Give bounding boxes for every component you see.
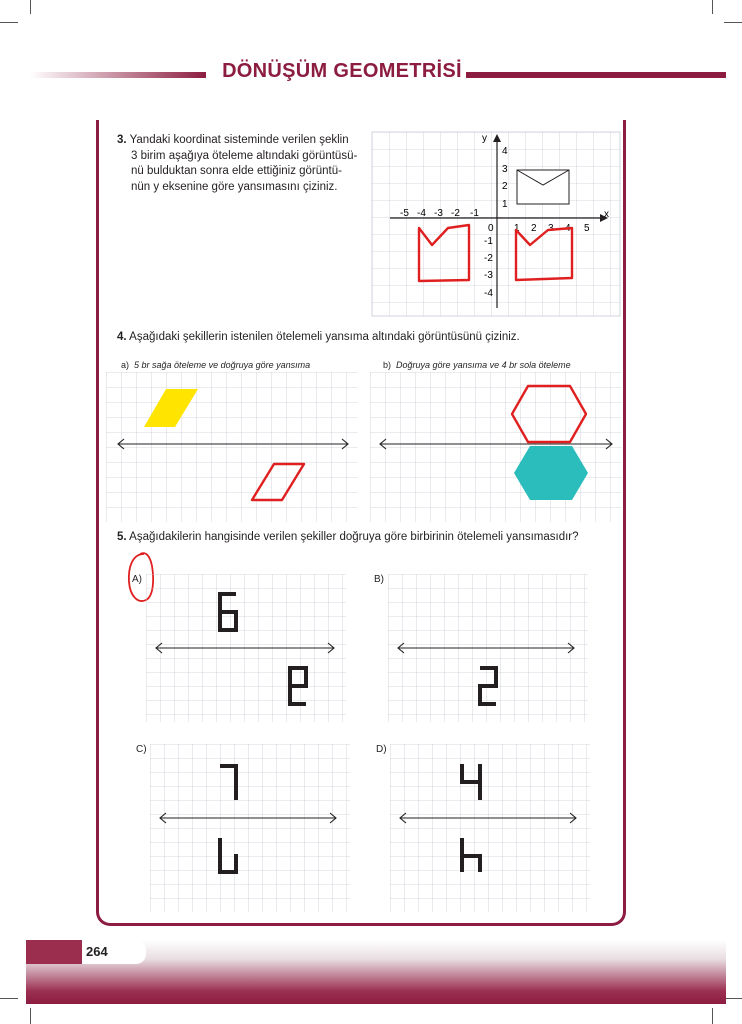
header-rule-left (30, 72, 206, 78)
x-tick: 5 (584, 223, 590, 234)
question-number: 4. (117, 331, 127, 343)
crop-mark (712, 0, 713, 14)
option-d-grid[interactable] (390, 744, 590, 912)
crop-mark (724, 998, 742, 999)
question-text: Aşağıdaki şekillerin istenilen ötelemeli yansıma altındaki görüntüsünü çiziniz. (129, 331, 520, 343)
grid (372, 132, 620, 316)
part-b-instruction: Doğruya göre yansıma ve 4 br sola öteleme (396, 360, 571, 370)
question-text-line: nü bulduktan sonra elde ettiğiniz görüntü- (131, 165, 342, 177)
crop-mark (0, 22, 18, 23)
part-a-instruction: 5 br sağa öteleme ve doğruya göre yansıma (134, 360, 311, 370)
question-text-line: 3 birim aşağıya öteleme altındaki görüntüsü- (131, 149, 358, 162)
crop-mark (30, 0, 31, 14)
y-tick: 4 (502, 146, 508, 157)
option-c-grid[interactable] (150, 744, 350, 912)
part-b-letter: b) (383, 360, 392, 370)
option-b-label[interactable]: B) (374, 574, 384, 585)
y-axis-label: y (482, 133, 487, 144)
crop-mark (712, 1008, 713, 1024)
option-a-grid[interactable] (146, 574, 346, 722)
x-axis-label: x (604, 209, 609, 220)
page-number: 264 (86, 944, 108, 959)
y-tick: 3 (502, 164, 508, 175)
grid-part-a (106, 372, 358, 522)
origin-label: 0 (488, 223, 494, 234)
question-5 (117, 530, 622, 546)
x-tick: -1 (470, 208, 479, 219)
crop-mark (30, 1008, 31, 1024)
question-number: 5. (117, 531, 127, 543)
x-tick: -5 (400, 208, 409, 219)
question-text: Aşağıdakilerin hangisinde verilen şekiller doğruya göre birbirinin ötelemeli yansımasıdır? (129, 531, 579, 543)
footer-tab (26, 940, 82, 964)
x-tick: 4 (565, 223, 571, 234)
crop-mark (724, 22, 742, 23)
grid-part-b (370, 372, 622, 522)
crop-mark (0, 998, 18, 999)
y-tick: 2 (502, 181, 508, 192)
option-c-label[interactable]: C) (136, 744, 147, 755)
y-tick: -2 (484, 253, 493, 264)
option-b-grid[interactable] (388, 574, 588, 722)
page-title: DÖNÜŞÜM GEOMETRİSİ (222, 60, 462, 82)
question-text-line: Yandaki koordinat sisteminde verilen şeklin (129, 134, 349, 146)
x-tick: -2 (451, 208, 460, 219)
y-tick: -3 (484, 270, 493, 281)
y-tick: 1 (502, 199, 508, 210)
x-tick: -4 (417, 208, 426, 219)
question-number: 3. (117, 134, 127, 146)
x-tick: 3 (548, 223, 554, 234)
x-tick: 1 (514, 223, 520, 234)
coordinate-system (370, 130, 622, 318)
part-a-letter: a) (121, 360, 130, 370)
envelope-shape (517, 170, 569, 204)
option-a-label[interactable]: A) (132, 574, 142, 585)
question-4 (117, 330, 617, 346)
y-tick: -4 (484, 288, 493, 299)
header-rule-right (466, 72, 726, 78)
part-a-label (121, 360, 310, 370)
x-tick: 2 (531, 223, 537, 234)
x-tick: -3 (434, 208, 443, 219)
question-text-line: nün y eksenine göre yansımasını çiziniz. (131, 180, 338, 193)
question-3 (117, 133, 367, 195)
y-tick: -1 (484, 236, 493, 247)
part-b-label (383, 360, 571, 370)
option-d-label[interactable]: D) (376, 744, 387, 755)
